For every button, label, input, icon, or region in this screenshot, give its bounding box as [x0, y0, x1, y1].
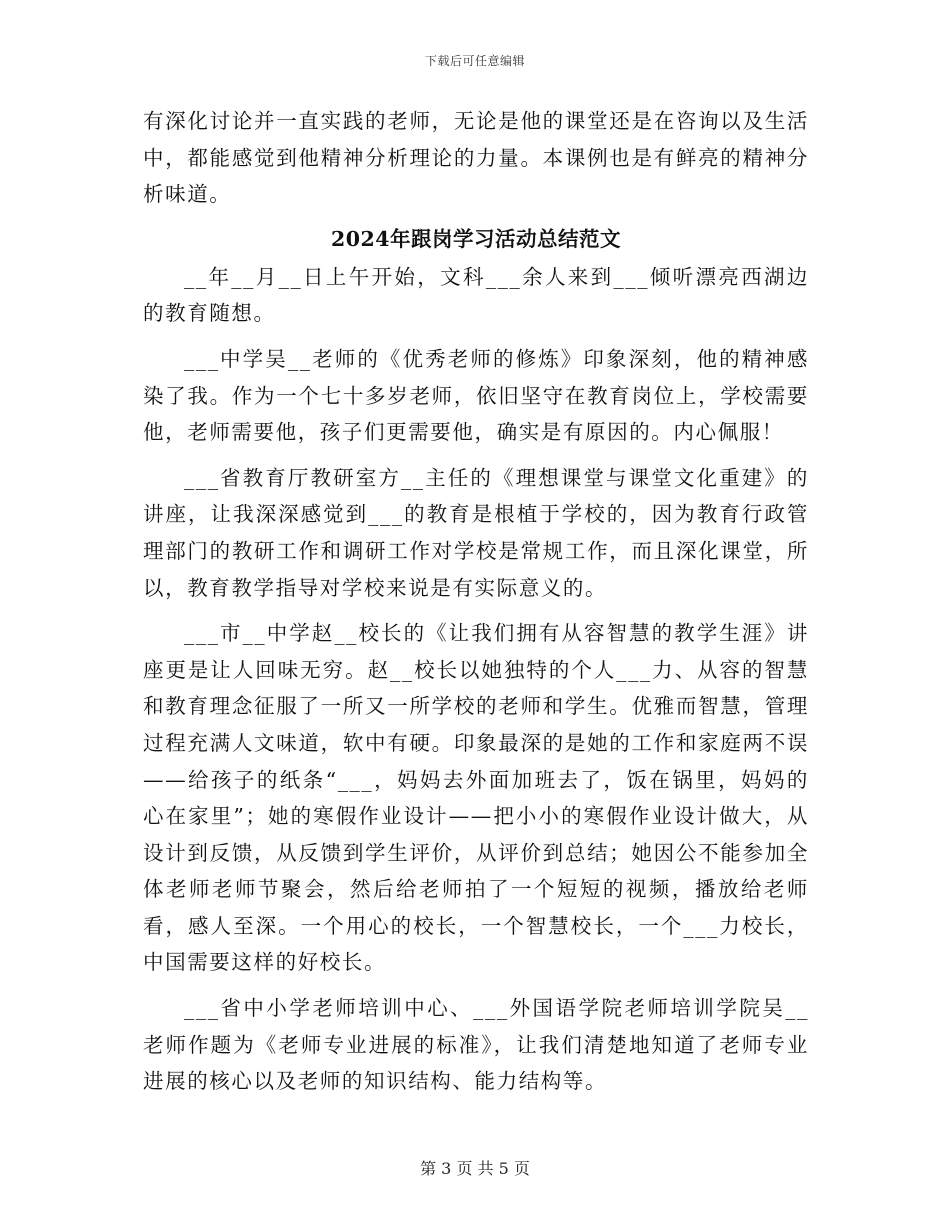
document-title: 2024年跟岗学习活动总结范文 — [330, 226, 622, 251]
document-body — [143, 103, 809, 1100]
page-header: 下载后可任意编辑 — [424, 54, 525, 68]
paragraph-3: ___省教育厅教研室方__主任的《理想课堂与课堂文化重建》的讲座，让我深深感觉到___的教育是根植于学校的，因为教育行政管理部门的教研工作和调研工作对学校是常规工作，而且深化课堂，所以，教育教学指导对学校来说是有实际意义的。 — [143, 465, 809, 600]
intro-paragraph: 有深化讨论并一直实践的老师，无论是他的课堂还是在咨询以及生活中，都能感觉到他精神分析理论的力量。本课例也是有鲜亮的精神分析味道。 — [143, 109, 809, 207]
paragraph-1: __年__月__日上午开始，文科___余人来到___倾听漂亮西湖边的教育随想。 — [143, 264, 809, 326]
paragraph-4: ___市__中学赵__校长的《让我们拥有从容智慧的教学生涯》讲座更是让人回味无穷。赵__校长以她独特的个人___力、从容的智慧和教育理念征服了一所又一所学校的老师和学生。优雅而智慧，管理过程充满人文味道，软中有硬。印象最深的是她的工作和家庭两不误——给孩子的纸条“___，妈妈去外面加班去了，饭在锅里，妈妈的心在家里”；她的寒假作业设计——把小小的寒假作业设计做大，从设计到反馈，从反馈到学生评价，从评价到总结；她因公不能参加全体老师老师节聚会，然后给老师拍了一个短短的视频，播放给老师看，感人至深。一个用心的校长，一个智慧校长，一个___力校长，中国需要这样的好校长。 — [143, 621, 809, 975]
paragraph-2: ___中学吴__老师的《优秀老师的修炼》印象深刻，他的精神感染了我。作为一个七十多岁老师，依旧坚守在教育岗位上，学校需要他，老师需要他，孩子们更需要他，确实是有原因的。内心佩服！ — [143, 346, 809, 445]
page-number: 第 3 页 共 5 页 — [420, 1159, 530, 1178]
paragraph-5: ___省中小学老师培训中心、___外国语学院老师培训学院吴__老师作题为《老师专业进展的标准》，让我们清楚地知道了老师专业进展的核心以及老师的知识结构、能力结构等。 — [143, 996, 809, 1094]
